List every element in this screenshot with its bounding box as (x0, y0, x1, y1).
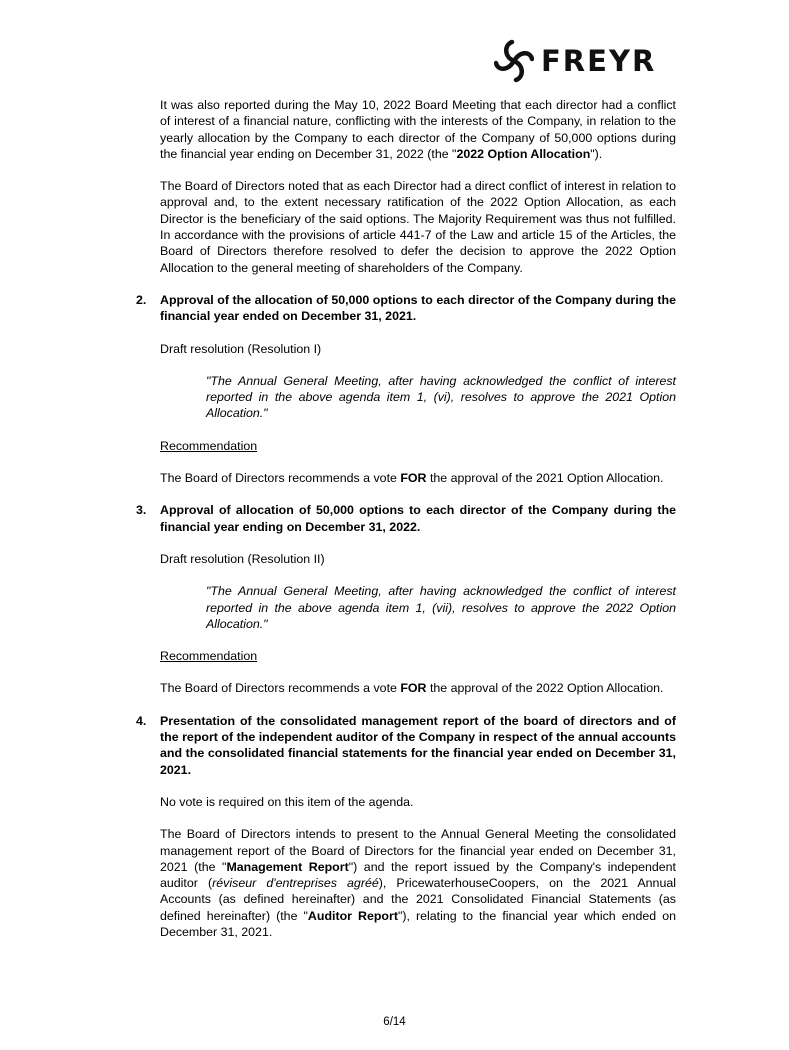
page-number: 6/14 (383, 1016, 406, 1028)
intro-paragraph-1: It was also reported during the May 10, 2022 Board Meeting that each director had a conflict of interest of a financial nature, conflicting with the interests of the Company, in relation to the yearly allocation by the Company to each director of the Company of 50,000 options during the financial year ending on December 31, 2022 (the "2022 Option Allocation"). (160, 98, 676, 161)
agenda-item-3-heading: 3. Approval of allocation of 50,000 options to each director of the Company during the financial year ending on December 31, 2022. (136, 503, 676, 534)
resolution-quote: "The Annual General Meeting, after having acknowledged the conflict of interest reported in the above agenda item 1, (vii), resolves to approve the 2022 Option Allocation." (206, 584, 676, 631)
document-body (136, 97, 677, 940)
no-vote-note: No vote is required on this item of the agenda. (160, 794, 414, 809)
intro-paragraph-2: The Board of Directors noted that as each Director had a direct conflict of interest in relation to approval and, to the extent necessary ratification of the 2022 Option Allocation, as each Director is the beneficiary of the said options. The Majority Requirement was thus not fulfilled. In accordance with the provisions of article 441-7 of the Law and article 15 of the Articles, the Board of Directors therefore resolved to defer the decision to approve the 2022 Option Allocation to the general meeting of shareholders of the Company. (160, 179, 676, 275)
logo-wordmark: FREYR (541, 44, 657, 78)
agenda-item-4-heading: 4. Presentation of the consolidated management report of the board of directors and of the report of the independent auditor of the Company in respect of the annual accounts and the consolidated financial statements for the financial year ended on December 31, 2021. (136, 713, 676, 777)
recommendation-text: The Board of Directors recommends a vote FOR the approval of the 2021 Option Allocation. (160, 471, 664, 486)
resolution-quote: "The Annual General Meeting, after having acknowledged the conflict of interest reported in the above agenda item 1, (vi), resolves to approve the 2021 Option Allocation." (206, 373, 676, 421)
recommendation-heading: Recommendation (160, 649, 258, 664)
recommendation-heading: Recommendation (160, 438, 258, 453)
agenda-item-2-heading: 2. Approval of the allocation of 50,000 options to each director of the Company during the financial year ended on December 31, 2021. (136, 292, 676, 324)
freyr-logo (494, 39, 676, 83)
draft-resolution-label: Draft resolution (Resolution II) (160, 551, 325, 566)
freyr-swirl-icon (494, 39, 534, 83)
management-report-paragraph: The Board of Directors intends to present to the Annual General Meeting the consolidated management report of the Board of Directors for the financial year ended on December 31, 2021 (the "Management Report") and the report issued by the Company's independent auditor (réviseur d'entreprises agréé), PricewaterhouseCoopers, on the 2021 Annual Accounts (as defined hereinafter) and the 2021 Consolidated Financial Statements (as defined hereinafter) (the "Auditor Report"), relating to the financial year which ended on December 31, 2021. (160, 827, 677, 939)
draft-resolution-label: Draft resolution (Resolution I) (160, 341, 322, 356)
recommendation-text: The Board of Directors recommends a vote FOR the approval of the 2022 Option Allocation. (160, 681, 664, 696)
